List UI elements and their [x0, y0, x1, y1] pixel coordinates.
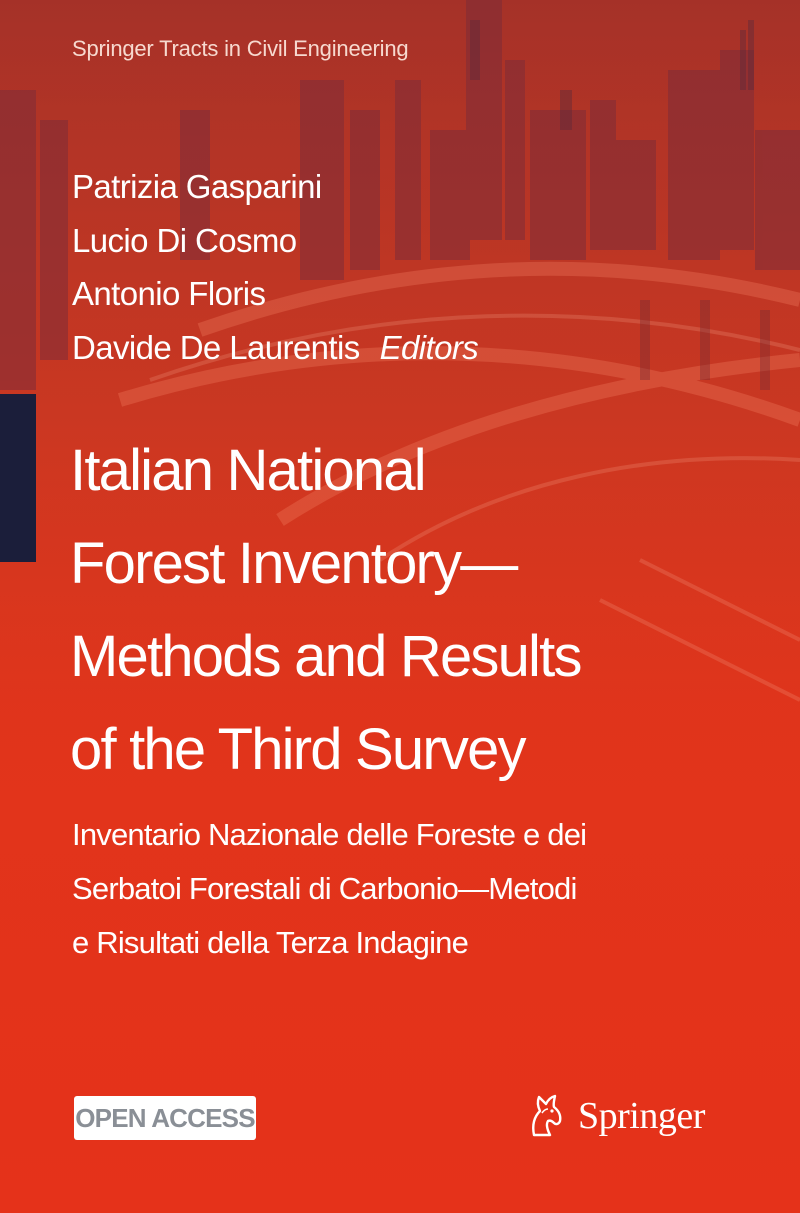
- subtitle-line: Serbatoi Forestali di Carbonio—Metodi: [72, 871, 577, 906]
- subtitle-line: Inventario Nazionale delle Foreste e dei: [72, 817, 587, 852]
- publisher-logo: [524, 1088, 705, 1144]
- publisher-name: Springer: [578, 1095, 705, 1137]
- title-line: Italian National: [70, 438, 425, 503]
- title-line: Forest Inventory—: [70, 531, 517, 596]
- series-name: Springer Tracts in Civil Engineering: [72, 36, 409, 61]
- editors-list: [72, 160, 478, 374]
- accent-bar: [0, 394, 36, 562]
- editor-name: Davide De Laurentis: [72, 328, 360, 366]
- book-title: [70, 424, 780, 796]
- editors-label: Editors: [379, 328, 479, 366]
- title-line: of the Third Survey: [70, 717, 525, 782]
- title-line: Methods and Results: [70, 624, 581, 689]
- editor-name: Lucio Di Cosmo: [72, 221, 297, 259]
- editor-row: [72, 321, 478, 375]
- book-subtitle: [72, 808, 782, 970]
- springer-horse-icon: [524, 1091, 568, 1141]
- editor-name: Patrizia Gasparini: [72, 168, 322, 205]
- editor-name: Antonio Floris: [72, 275, 266, 312]
- subtitle-line: e Risultati della Terza Indagine: [72, 925, 469, 960]
- open-access-badge: OPEN ACCESS: [74, 1096, 256, 1140]
